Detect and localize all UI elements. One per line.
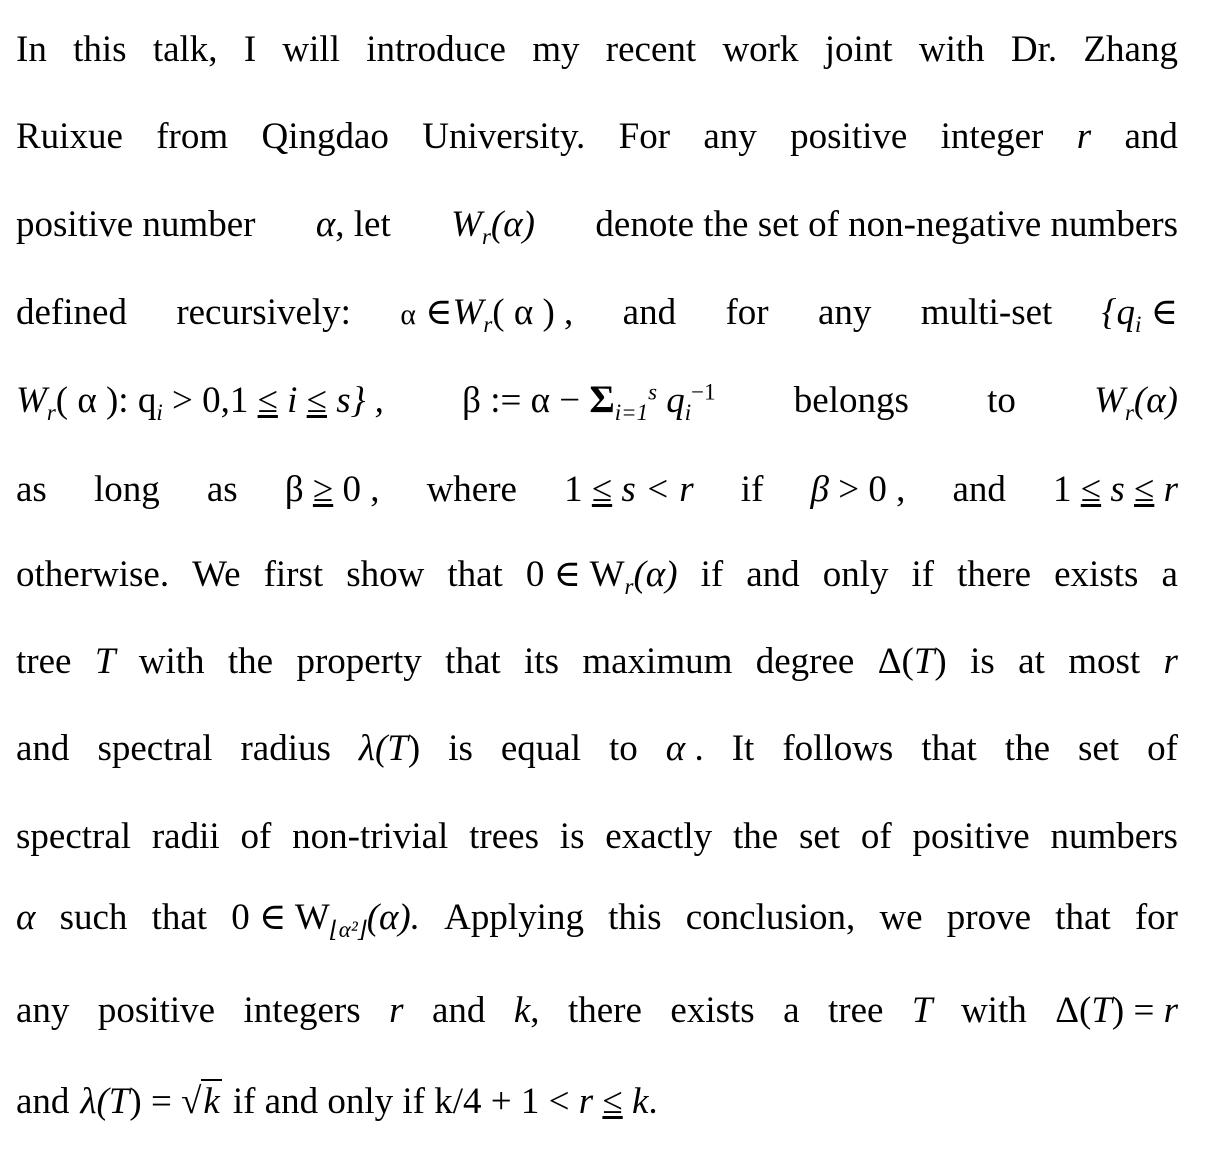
word: and (16, 728, 70, 769)
word: where (426, 469, 517, 510)
word: Applying (444, 897, 584, 938)
math-zero-in-W: 0 ∈ $W_r(\alpha)$ (525, 554, 678, 600)
word: set (1078, 728, 1120, 769)
word: of (1147, 728, 1178, 769)
word: a (783, 990, 800, 1031)
word: this (73, 29, 127, 70)
text-line-7 (16, 545, 1178, 605)
word: such (59, 897, 128, 938)
word: any (16, 990, 70, 1031)
word: there (957, 554, 1032, 595)
text-line-5 (16, 370, 1178, 430)
math-variable-T: T (911, 990, 933, 1031)
word: denote the set of non-negative numbers (595, 204, 1178, 245)
text-line-3 (16, 195, 1178, 255)
word: non-trivial (292, 816, 449, 857)
word: of (240, 816, 272, 857)
word: conclusion, (685, 897, 856, 938)
word: talk, (152, 29, 218, 70)
word: is (448, 728, 473, 769)
word: maximum (582, 641, 733, 682)
word: the (1004, 728, 1050, 769)
word: is (970, 641, 995, 682)
text-line-13 (16, 1072, 1178, 1132)
word: tree (16, 641, 72, 682)
text-line-10 (16, 807, 1178, 867)
word: It (731, 728, 755, 769)
word: that (447, 554, 503, 595)
word: will (282, 29, 340, 70)
word: property (296, 641, 422, 682)
word: with (918, 29, 985, 70)
word: that (1055, 897, 1111, 938)
word: and (746, 554, 800, 595)
word: if (700, 554, 724, 595)
word: radius (240, 728, 331, 769)
math-alpha-in-W: α $\in W_r$( α ) , (400, 292, 574, 338)
word: recent (605, 29, 697, 70)
word: and (952, 469, 1006, 510)
text-line-11 (16, 888, 1178, 948)
word: the (227, 641, 274, 682)
word: defined (16, 292, 127, 333)
math-qi-set-open: {$q_i$ ∈ (1101, 292, 1178, 338)
word: Dr. (1010, 29, 1058, 70)
word: exists (1054, 554, 1139, 595)
word: as (206, 469, 238, 510)
word: and (431, 990, 486, 1031)
word: positive (790, 116, 908, 157)
math-alpha-phrase: α, let (315, 204, 391, 245)
math-variable-k: k, (513, 990, 540, 1031)
word: this (608, 897, 662, 938)
word: radii (151, 816, 220, 857)
math-variable-r: r (1076, 116, 1092, 157)
word: long (93, 469, 160, 510)
word: the (732, 816, 779, 857)
math-degree-equals-r: Δ(T) = r (1055, 990, 1178, 1031)
word: with (138, 641, 205, 682)
text-line-8 (16, 632, 1178, 692)
word: work (722, 29, 799, 70)
text-line-4 (16, 283, 1178, 343)
word: trees (469, 816, 539, 857)
word: only (822, 554, 889, 595)
word: belongs (793, 380, 909, 421)
math-variable-T: T (94, 641, 116, 682)
word: we (879, 897, 923, 938)
word: is (559, 816, 585, 857)
word: that (921, 728, 977, 769)
math-W-r-alpha: $W_r(\alpha)$ (1094, 380, 1178, 426)
math-W-r-alpha: $W_r(\alpha)$ (451, 204, 535, 250)
word: In (16, 29, 47, 70)
word: there (567, 990, 642, 1031)
math-s-range: 1 ≤ s ≤ r (1053, 469, 1178, 510)
word: introduce (366, 29, 506, 70)
word: spectral (97, 728, 213, 769)
word: from (156, 116, 229, 157)
word: We (192, 554, 241, 595)
word: Ruixue (16, 116, 123, 157)
word: integer (940, 116, 1044, 157)
text-line-9 (16, 719, 1178, 779)
word: exists (670, 990, 755, 1031)
word: and (622, 292, 677, 333)
word: a (1161, 554, 1178, 595)
word: Zhang (1083, 29, 1178, 70)
word: positive (97, 990, 216, 1031)
word: positive number (16, 204, 256, 245)
word: University. (422, 116, 586, 157)
word: show (346, 554, 425, 595)
word: integers (243, 990, 361, 1031)
math-alpha: α (16, 897, 36, 938)
word: my (532, 29, 580, 70)
math-spectral-radius: λ(T) (358, 728, 421, 769)
word: set (798, 816, 841, 857)
math-zero-in-W-floor: 0 ∈ $W_{⌊\alpha^2⌋}(\alpha)$. (231, 897, 421, 943)
word: exactly (605, 816, 713, 857)
text-line-1 (16, 20, 1178, 80)
word: follows (782, 728, 894, 769)
word: tree (828, 990, 884, 1031)
word: For (618, 116, 671, 157)
word: multi-set (920, 292, 1053, 333)
math-set-condition: $W_r$( α ): $q_i > 0,1 \le i \le s$} , (16, 380, 384, 426)
math-s-range-strict: 1 ≤ s < r (564, 469, 694, 510)
math-max-degree: Δ(T) (877, 641, 947, 682)
word: most (1068, 641, 1141, 682)
word: joint (824, 29, 893, 70)
word: otherwise. (16, 554, 170, 595)
math-variable-r: r (389, 990, 404, 1031)
math-beta-gt-0: β > 0 , (810, 469, 906, 510)
word: of (860, 816, 892, 857)
word: if (911, 554, 935, 595)
text-line-12 (16, 981, 1178, 1041)
word: to (609, 728, 638, 769)
word: first (263, 554, 324, 595)
word: for (1134, 897, 1178, 938)
text-line-6 (16, 460, 1178, 520)
word: numbers (1050, 816, 1178, 857)
math-condition: if and only if k/4 + 1 < r ≤ k. (232, 1081, 658, 1122)
word: positive (912, 816, 1030, 857)
math-beta-geq-0: β ≥ 0 , (284, 469, 380, 510)
word: I (243, 29, 257, 70)
math-beta-definition: β := $\alpha - \Sigma_{i=1}^s$ $q_i^{-1}$ (462, 378, 716, 426)
word: any (817, 292, 872, 333)
word: any (703, 116, 757, 157)
word: degree (755, 641, 855, 682)
word: spectral (16, 816, 132, 857)
word: to (987, 380, 1016, 421)
word: if (740, 469, 764, 510)
math-lambda-sqrt-k: λ(T) = √k (80, 1081, 220, 1122)
word: that (151, 897, 208, 938)
word: as (16, 469, 47, 510)
text-line-2 (16, 107, 1178, 167)
word: at (1018, 641, 1045, 682)
word: equal (500, 728, 581, 769)
word: that (445, 641, 501, 682)
word: with (960, 990, 1027, 1031)
word: Qingdao (261, 116, 389, 157)
word: for (725, 292, 769, 333)
word: recursively: (176, 292, 351, 333)
word: prove (946, 897, 1032, 938)
word: its (524, 641, 559, 682)
word: and (16, 1081, 70, 1122)
math-alpha: α . (665, 728, 704, 769)
word: and (1124, 116, 1178, 157)
math-variable-r: r (1163, 641, 1178, 682)
